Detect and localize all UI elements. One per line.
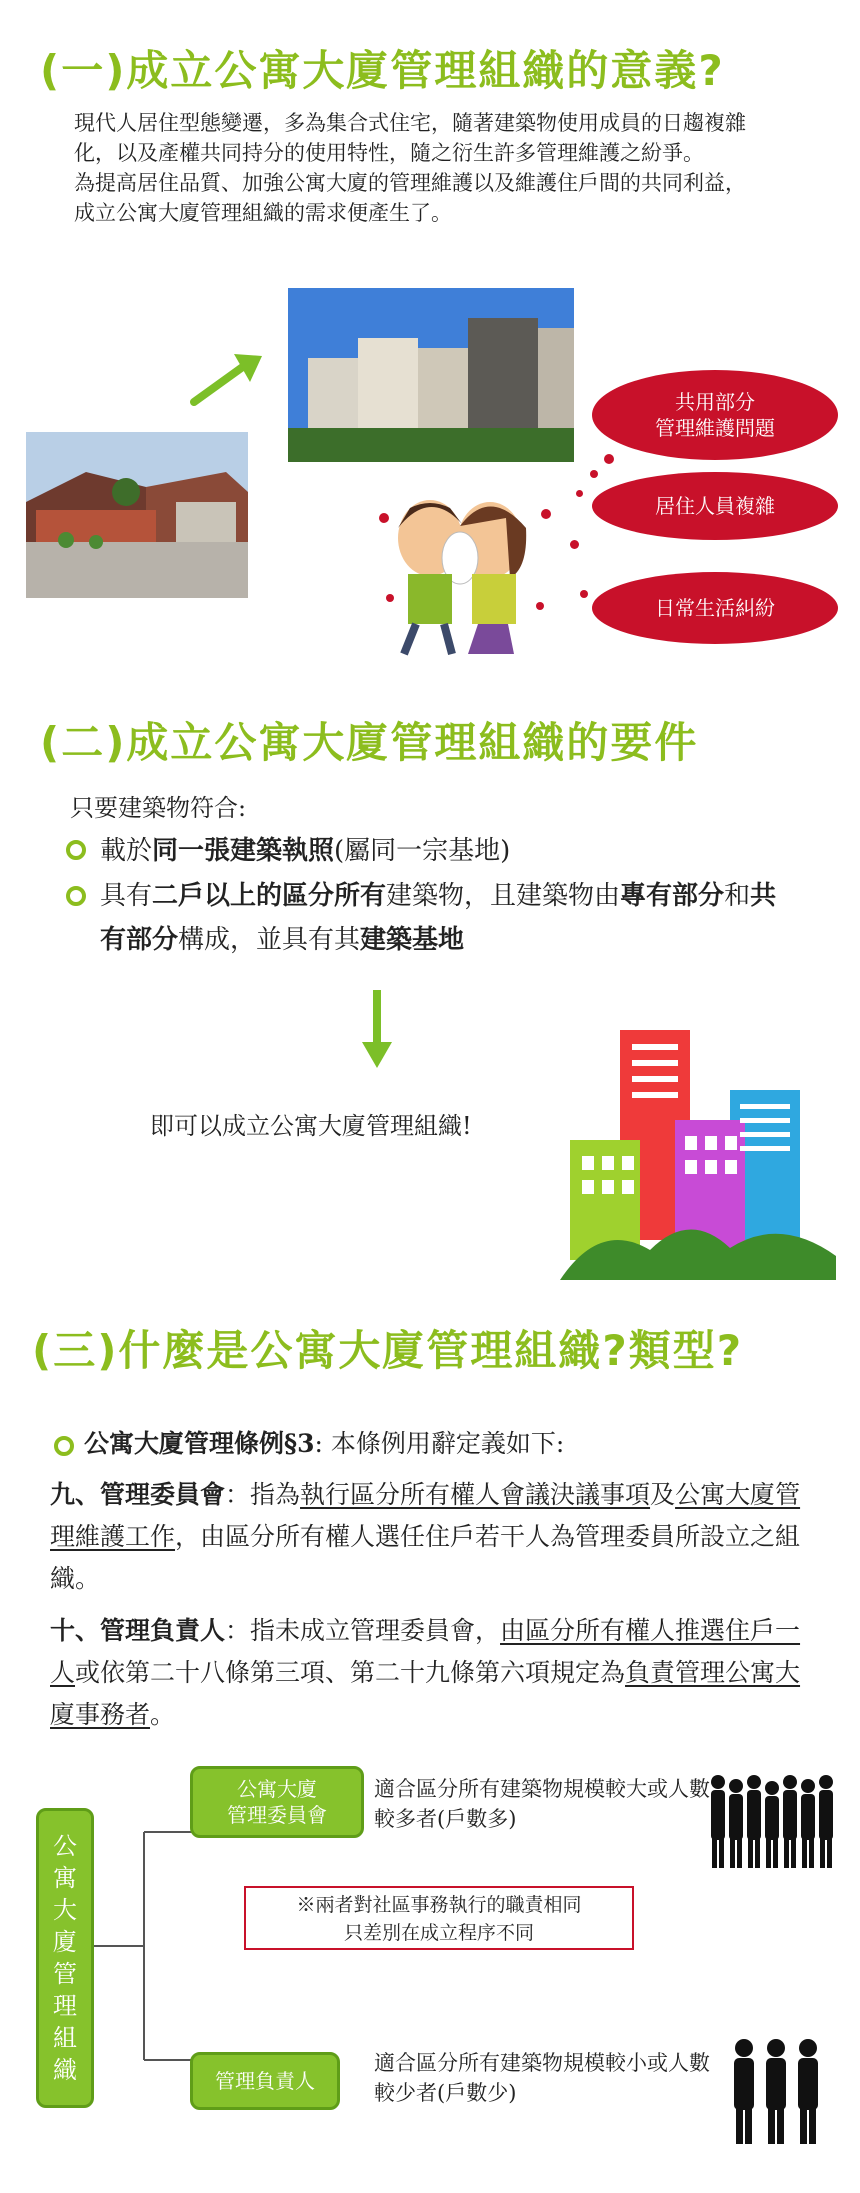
item9-u1: 執行區分所有權人會議決議事項 <box>300 1480 651 1509</box>
section2-result: 即可以成立公寓大廈管理組織! <box>150 1112 472 1140</box>
bubble-dot <box>590 470 598 478</box>
item9-definition <box>50 1474 810 1600</box>
requirement-2 <box>100 874 780 962</box>
item9-head: 九、管理委員會 <box>50 1480 226 1509</box>
colorful-buildings-illustration <box>560 1020 836 1280</box>
up-right-arrow-icon <box>188 350 268 410</box>
quarrel-cartoon <box>360 478 570 658</box>
item9-t1: ：指為 <box>225 1480 301 1509</box>
item9-t2: 及 <box>650 1480 676 1509</box>
bullet-ring-icon <box>66 840 86 860</box>
law-heading <box>84 1424 564 1460</box>
branch-committee-box: 公寓大廈 管理委員會 <box>190 1766 364 1838</box>
org-root-box: 公寓大廈管理組織 <box>36 1808 94 2108</box>
bullet-ring-icon <box>66 886 86 906</box>
small-group-silhouette-icon <box>728 2036 828 2146</box>
bubble-dot <box>604 454 614 464</box>
item9-t3: ，由區分所有權人選任住戶若干人為管理委員所設立之組織。 <box>50 1522 801 1593</box>
req2-mid2: 構成，並具有其 <box>178 925 361 955</box>
section1-title: (一)成立公寓大廈管理組織的意義? <box>40 46 725 95</box>
req1-pre: 載於 <box>100 836 153 866</box>
req2-and: 和 <box>724 881 751 911</box>
req2-bold4: 建築基地 <box>360 925 465 955</box>
bubble-dot <box>576 490 583 497</box>
req2-bold2: 專有部分 <box>620 881 725 911</box>
rural-house-photo <box>26 432 248 598</box>
section2-intro: 只要建築物符合: <box>70 794 247 822</box>
bubble-dot <box>570 540 579 549</box>
law-title: 公寓大廈管理條例§3 <box>84 1429 315 1458</box>
req1-bold: 同一張建築執照 <box>152 836 335 866</box>
item10-t2: 或依第二十八條第三項、第二十九條第六項規定為 <box>75 1658 626 1687</box>
item9-u2: 公寓大廈管理維護工作 <box>50 1480 801 1551</box>
req2-bold1: 二戶以上的區分所有 <box>152 881 387 911</box>
bubble-dot <box>580 590 588 598</box>
crowd-silhouette-icon <box>706 1770 846 1870</box>
item10-definition <box>50 1610 810 1736</box>
down-arrow-icon <box>362 990 392 1070</box>
bubble-mixed-residents: 居住人員複雜 <box>592 472 838 540</box>
section1-para1: 現代人居住型態變遷，多為集合式住宅，隨著建築物使用成員的日趨複雜化，以及產權共同持分的使用特性，隨之衍生許多管理維護之紛爭。 <box>74 111 746 165</box>
req1-post: (屬同一宗基地) <box>334 836 511 866</box>
requirement-1 <box>100 830 510 867</box>
branch-manager-desc: 適合區分所有建築物規模較小或人數較少者(戶數少) <box>374 2051 710 2105</box>
section1-text <box>74 108 754 228</box>
note-box: ※兩者對社區事務執行的職責相同 只差別在成立程序不同 <box>244 1886 634 1950</box>
item10-t1: ：指未成立管理委員會， <box>225 1616 501 1645</box>
req2-bold3: 共有部分 <box>100 881 777 955</box>
branch-manager-box: 管理負責人 <box>190 2052 340 2110</box>
section1-para2: 為提高居住品質、加強公寓大廈的管理維護以及維護住戶間的共同利益，成立公寓大廈管理組織的需求便產生了。 <box>74 171 746 225</box>
tree-connector <box>94 1826 194 2086</box>
section2-title: (二)成立公寓大廈管理組織的要件 <box>40 718 699 767</box>
item10-u1: 由區分所有權人推選住戶一人 <box>50 1616 801 1687</box>
law-intro: : 本條例用辭定義如下: <box>314 1429 565 1458</box>
req2-mid: 建築物，且建築物由 <box>386 881 621 911</box>
bubble-daily-disputes: 日常生活糾紛 <box>592 572 838 644</box>
req2-pre: 具有 <box>100 881 153 911</box>
branch-committee-desc: 適合區分所有建築物規模較大或人數較多者(戶數多) <box>374 1777 710 1831</box>
item10-t3: 。 <box>150 1700 176 1729</box>
bullet-ring-icon <box>54 1436 74 1456</box>
bubble-shared-area: 共用部分 管理維護問題 <box>592 370 838 460</box>
apartment-buildings-photo <box>288 288 574 462</box>
item10-u2: 負責管理公寓大廈事務者 <box>50 1658 801 1729</box>
section3-title: (三)什麼是公寓大廈管理組織?類型? <box>32 1326 744 1375</box>
item10-head: 十、管理負責人 <box>50 1616 226 1645</box>
